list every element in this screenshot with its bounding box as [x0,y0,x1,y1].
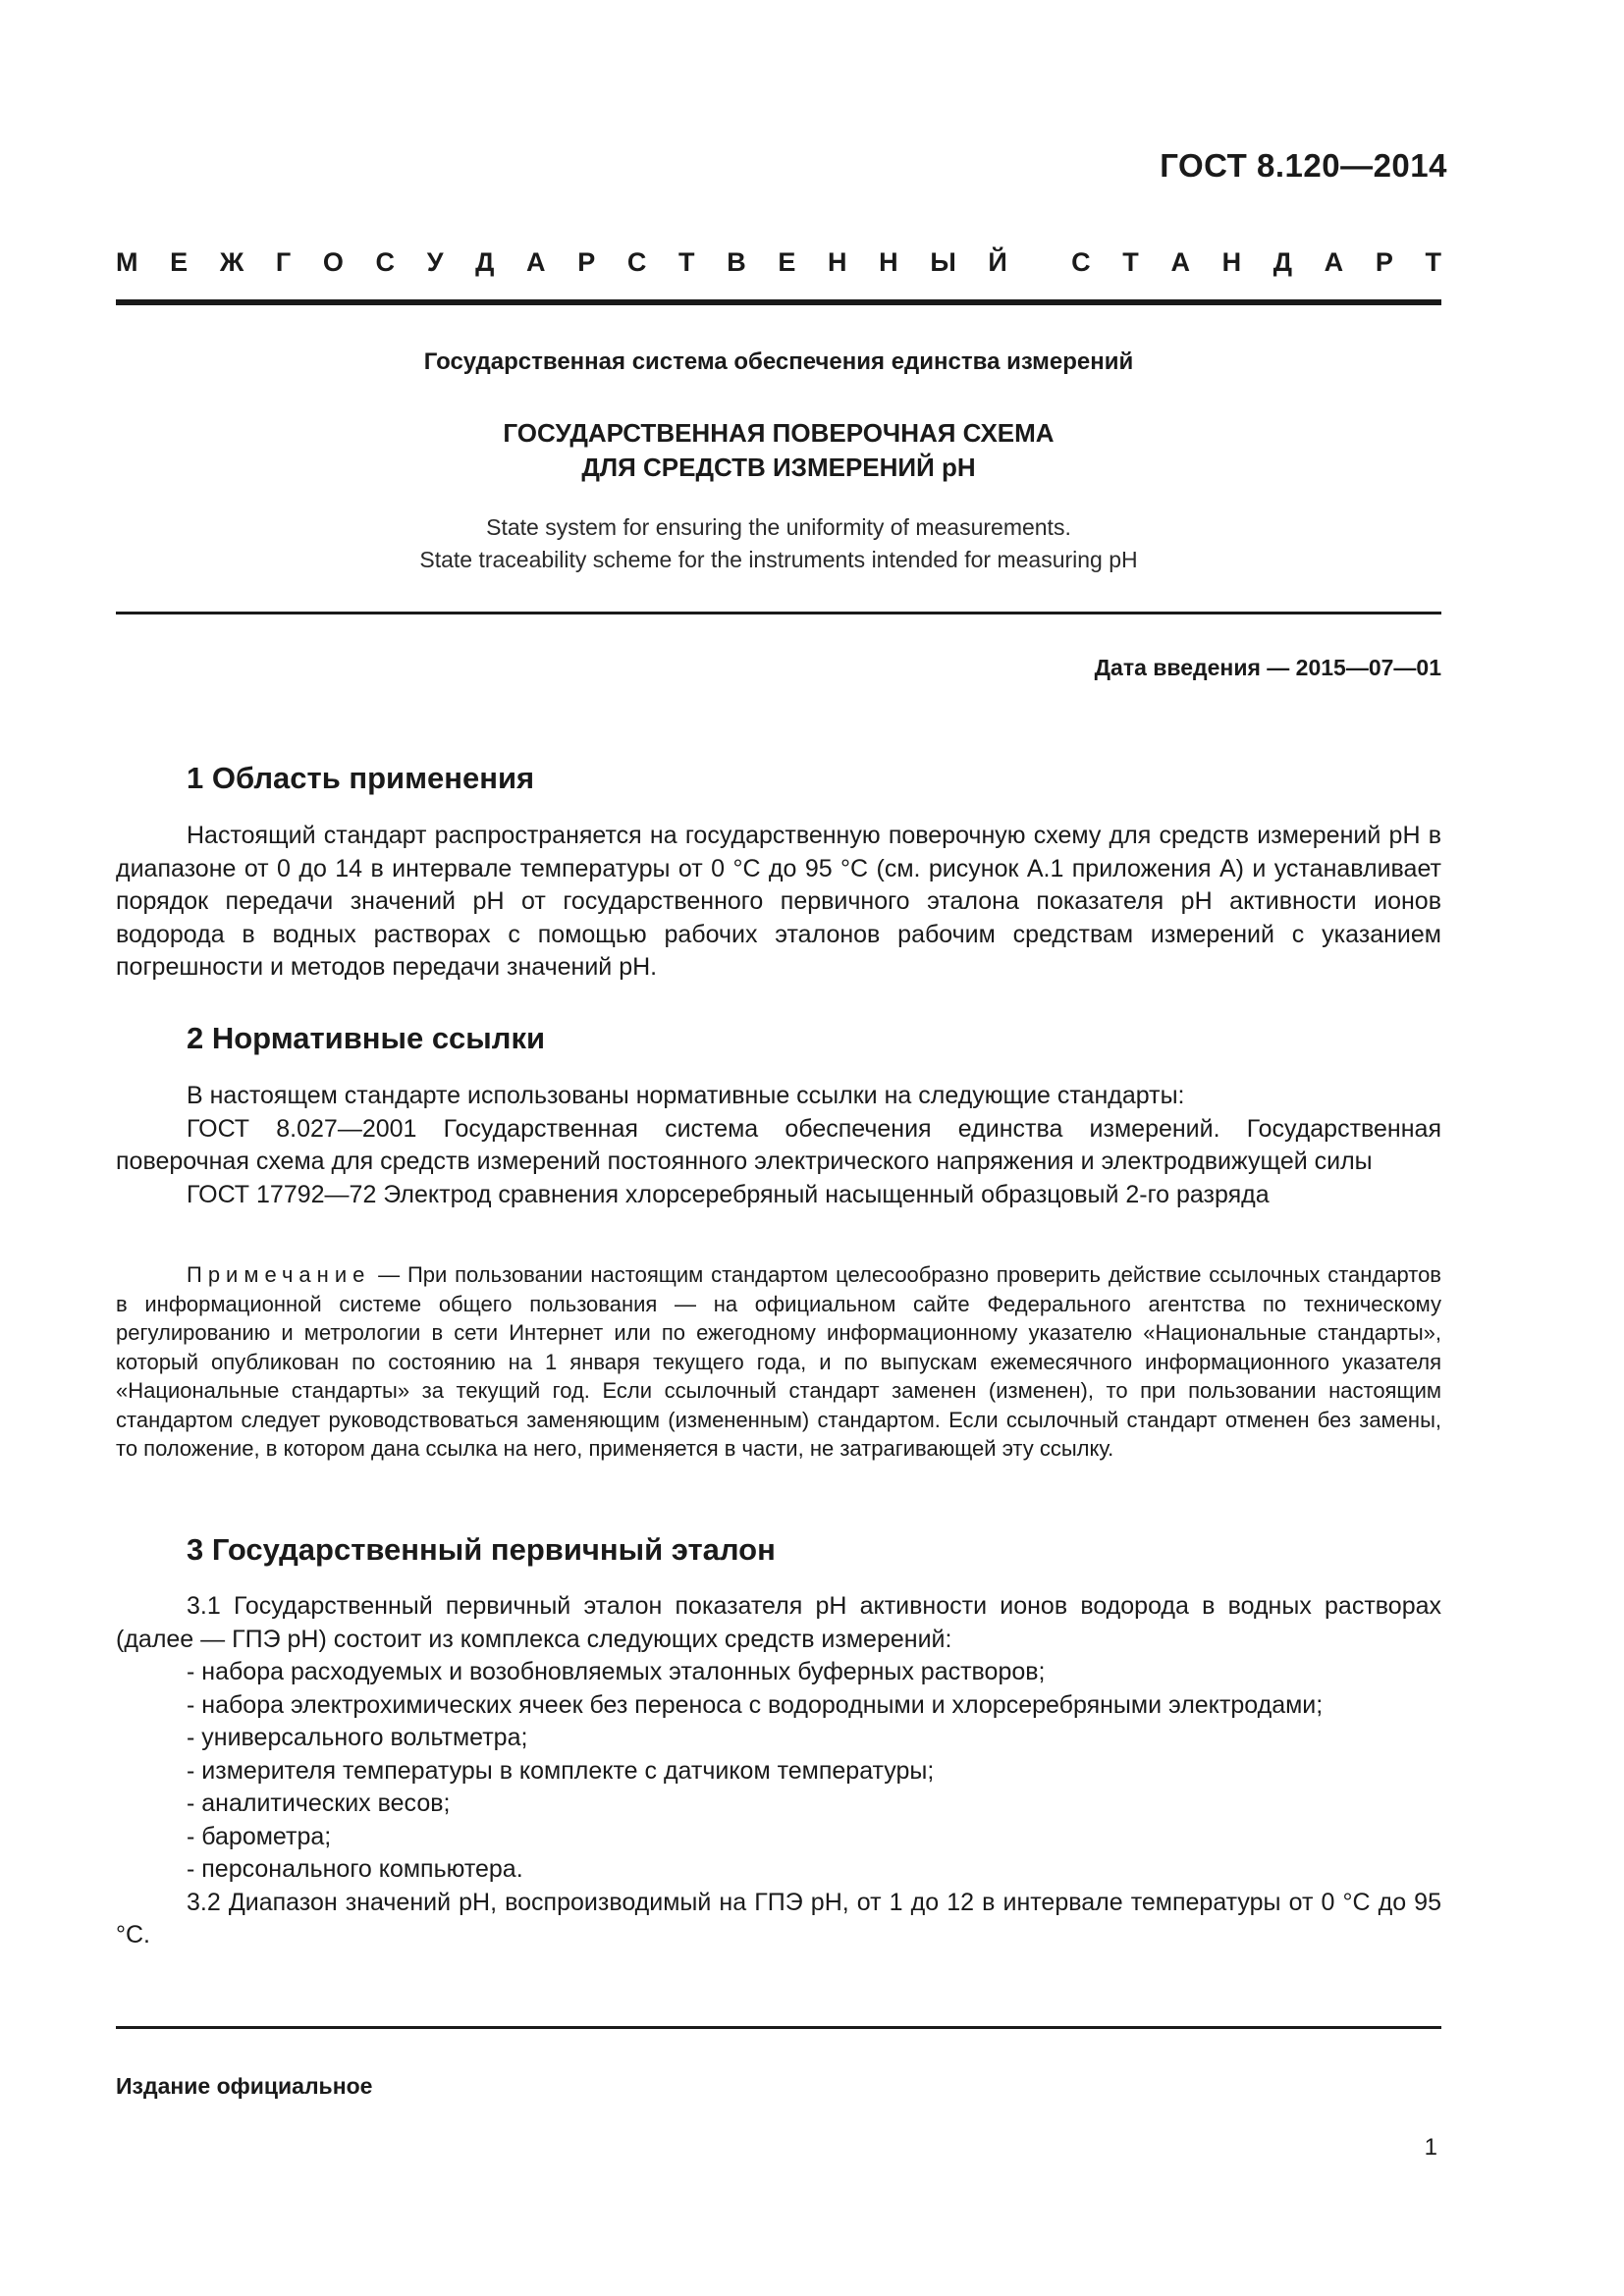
document-title-line1: ГОСУДАРСТВЕННАЯ ПОВЕРОЧНАЯ СХЕМА [503,418,1055,448]
banner-letter: Й [988,247,1007,277]
banner-letter: С [626,247,647,277]
section-3-heading: 3 Государственный первичный эталон [187,1532,776,1567]
standard-banner [116,247,1441,278]
banner-letter: Т [678,247,695,277]
banner-letter: Т [1122,247,1139,277]
note-paragraph [116,1260,1441,1464]
banner-letter: Ж [219,247,244,277]
banner-letter: Г [275,247,292,277]
introduction-date: Дата введения — 2015—07—01 [1094,655,1441,680]
list-item: - аналитических весов; [187,1789,451,1817]
banner-letter: Е [778,247,796,277]
banner-letter: Д [1272,247,1293,277]
banner-letter: Р [1375,247,1393,277]
section-1-heading: 1 Область применения [187,761,535,795]
reference-gost-8-027: ГОСТ 8.027—2001 Государственная система обеспечения единства измерений. Государственная поверочная схема для средств измерений постоянного электрического напряжения и электродвижущей силы [116,1114,1441,1175]
reference-gost-17792: ГОСТ 17792—72 Электрод сравнения хлорсеребряный насыщенный образцовый 2-го разряда [187,1180,1270,1208]
english-title [116,511,1441,576]
note-text: — При пользовании настоящим стандартом целесообразно проверить действие ссылочных стандартов в информационной системе общего пользования — на официальном сайте Федерального агентства по техническому регулированию и метрологии в сети Интернет или по ежегодному информационному указателю «Национальные стандарты», который опубликован по состоянию на 1 января текущего года, и по выпускам ежемесячного информационного указателя «Национальные стандарты» за текущий год. Если ссылочный стандарт заменен (изменен), то при пользовании настоящим стандартом следует руководствоваться заменяющим (измененным) стандартом. Если ссылочный стандарт отменен без замены, то положение, в котором дана ссылка на него, применяется в части, не затрагивающей эту ссылку. [116,1262,1441,1461]
section-2-heading: 2 Нормативные ссылки [187,1021,546,1055]
note-label: Примечание [187,1262,371,1287]
page-number: 1 [1424,2134,1437,2161]
banner-letter: У [426,247,444,277]
standard-code: ГОСТ 8.120—2014 [1160,147,1447,184]
banner-letter: А [1170,247,1190,277]
english-title-line2: State traceability scheme for the instruments intended for measuring pH [419,547,1138,572]
banner-letter: Н [1221,247,1242,277]
document-title-line2: ДЛЯ СРЕДСТВ ИЗМЕРЕНИЙ pH [581,453,976,482]
section-1-paragraph: Настоящий стандарт распространяется на государственную поверочную схему для средств измерений pH в диапазоне от 0 до 14 в интервале температуры от 0 °С до 95 °С (см. рисунок А.1 приложения А) и устанавливает порядок передачи значений pH от государственного первичного эталона показателя pH активности ионов водорода в водных растворах с помощью рабочих эталонов рабочим средствам измерений с указанием погрешности и методов передачи значений pH. [116,822,1441,981]
section-2-intro: В настоящем стандарте использованы нормативные ссылки на следующие стандарты: [187,1082,1185,1109]
document-title [116,416,1441,485]
section-2-body [116,1080,1441,1211]
section-3-body [116,1590,1441,1952]
official-edition-label: Издание официальное [116,2073,373,2099]
banner-letter: С [1071,247,1091,277]
banner-letter: А [526,247,546,277]
list-item: - набора расходуемых и возобновляемых эталонных буферных растворов; [187,1658,1046,1685]
list-item: - барометра; [187,1822,332,1850]
banner-letter: Н [828,247,847,277]
banner-letter: О [322,247,344,277]
series-title: Государственная система обеспечения единства измерений [423,348,1134,375]
banner-letter: В [727,247,746,277]
banner-letter: Н [879,247,898,277]
list-item: - персонального компьютера. [187,1855,523,1883]
banner-letter: Ы [930,247,956,277]
banner-letter: Д [475,247,495,277]
section-3-1-paragraph: 3.1 Государственный первичный эталон показателя pH активности ионов водорода в водных растворах (далее — ГПЭ pH) состоит из комплекса следующих средств измерений: [116,1592,1441,1653]
equipment-list [116,1656,1441,1887]
list-item: - набора электрохимических ячеек без переноса с водородными и хлорсеребряными электродами; [187,1690,1324,1719]
header-rule [116,299,1441,305]
list-item: - измерителя температуры в комплекте с датчиком температуры; [187,1756,935,1785]
banner-letter: С [375,247,396,277]
banner-letter: М [116,247,138,277]
title-rule [116,612,1441,614]
list-item: - универсального вольтметра; [187,1724,528,1751]
banner-letter: Е [170,247,189,277]
section-1-body [116,820,1441,985]
banner-letter: Р [577,247,596,277]
banner-letter: А [1324,247,1344,277]
footer-rule [116,2026,1441,2029]
section-3-2-paragraph: 3.2 Диапазон значений pH, воспроизводимый на ГПЭ pH, от 1 до 12 в интервале температуры от 0 °С до 95 °С. [116,1888,1441,1949]
banner-letter: Т [1425,247,1441,277]
english-title-line1: State system for ensuring the uniformity of measurements. [486,514,1071,540]
